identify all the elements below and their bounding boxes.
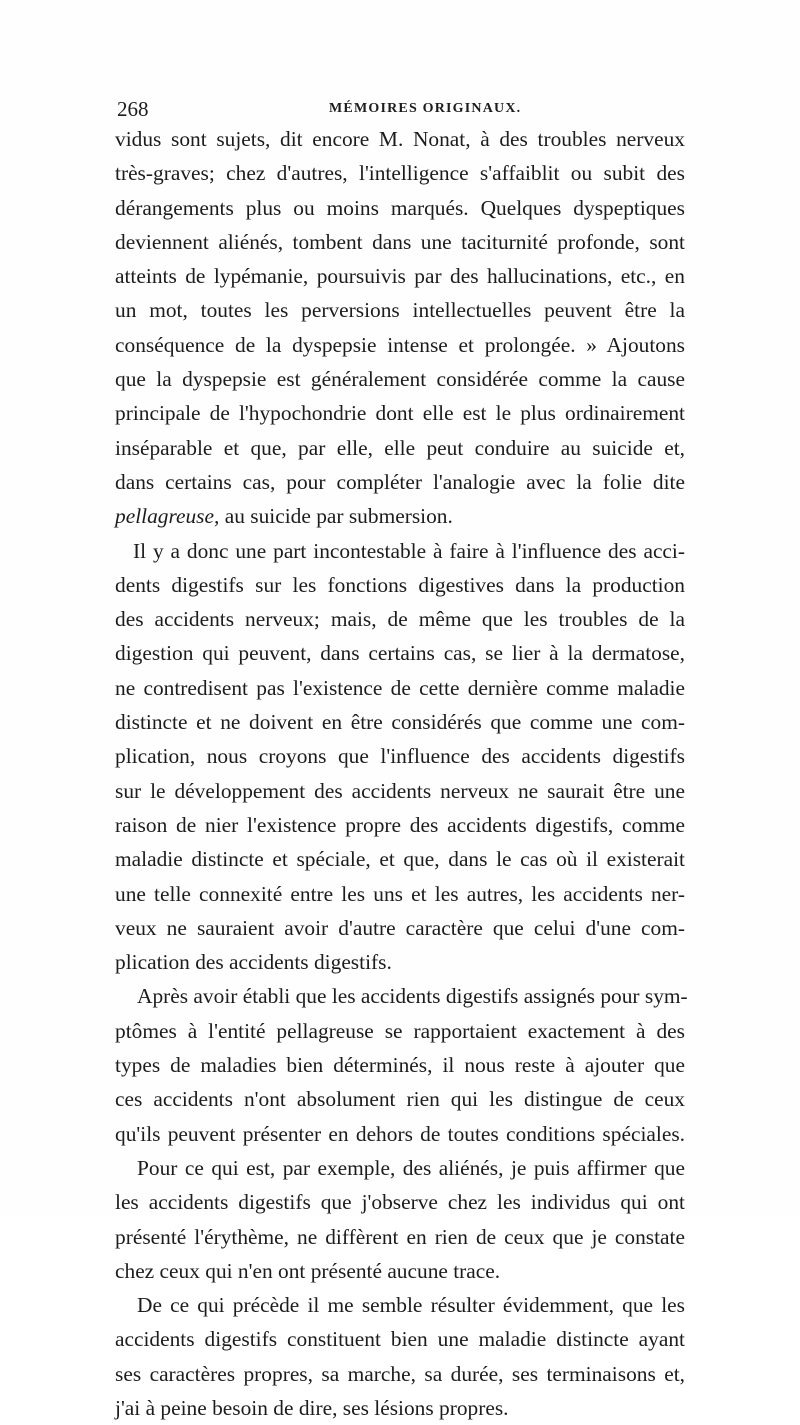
text-line: un mot, toutes les perversions intellectuelles peuvent être la <box>115 298 685 323</box>
text-line: accidents digestifs constituent bien une maladie distincte ayant <box>115 1327 685 1352</box>
text-line: très-graves; chez d'autres, l'intelligence s'affaiblit ou subit des <box>115 161 685 186</box>
text-line: présenté l'érythème, ne diffèrent en rien de ceux que je constate <box>115 1224 685 1249</box>
running-title: MÉMOIRES ORIGINAUX. <box>329 101 522 116</box>
paragraph-start-line: Après avoir établi que les accidents digestifs assignés pour sym- <box>137 984 688 1009</box>
text-line: ces accidents n'ont absolument rien qui les distingue de ceux <box>115 1087 685 1112</box>
paragraph-end-line <box>115 499 685 533</box>
text-line: ne contredisent pas l'existence de cette dernière comme maladie <box>115 675 685 700</box>
body-text <box>115 122 688 1425</box>
text-line: digestion qui peuvent, dans certains cas, se lier à la dermatose, <box>115 641 685 666</box>
paragraph-end-line: chez ceux qui n'en ont présenté aucune trace. <box>115 1258 501 1283</box>
text-line: distincte et ne doivent en être considérés que comme une com- <box>115 710 685 735</box>
paragraph-end-line: plication des accidents digestifs. <box>115 950 392 975</box>
paragraph-end-line: j'ai à peine besoin de dire, ses lésions propres. <box>115 1395 509 1420</box>
page-number: 268 <box>117 97 149 121</box>
text-line: raison de nier l'existence propre des accidents digestifs, comme <box>115 812 685 837</box>
text-line: les accidents digestifs que j'observe chez les individus qui ont <box>115 1190 685 1215</box>
text-line: plication, nous croyons que l'influence des accidents digestifs <box>115 744 685 769</box>
text-line: dérangements plus ou moins marqués. Quelques dyspeptiques <box>115 195 685 220</box>
paragraph-start-line: Pour ce qui est, par exemple, des aliénés, je puis affirmer que <box>137 1155 685 1180</box>
text-line: veux ne sauraient avoir d'autre caractère que celui d'une com- <box>115 915 685 940</box>
text-line: dans certains cas, pour compléter l'analogie avec la folie dite <box>115 469 685 494</box>
running-head <box>117 96 687 122</box>
text-line: principale de l'hypochondrie dont elle est le plus ordinairement <box>115 401 685 426</box>
text-line: conséquence de la dyspepsie intense et prolongée. » Ajoutons <box>115 332 685 357</box>
text-line: maladie distincte et spéciale, et que, dans le cas où il existerait <box>115 847 685 872</box>
paragraph-start-line: De ce qui précède il me semble résulter évidemment, que les <box>137 1293 685 1318</box>
text-line: que la dyspepsie est généralement considérée comme la cause <box>115 367 685 392</box>
paragraph-start-line: Il y a donc une part incontestable à faire à l'influence des acci- <box>133 538 685 563</box>
text-line: sur le développement des accidents nerveux ne saurait être une <box>115 778 685 803</box>
text-line: types de maladies bien déterminés, il nous reste à ajouter que <box>115 1053 685 1078</box>
text-line: inséparable et que, par elle, elle peut conduire au suicide et, <box>115 435 685 460</box>
text-line: ptômes à l'entité pellagreuse se rapportaient exactement à des <box>115 1018 685 1043</box>
text-line: atteints de lypémanie, poursuivis par des hallucinations, etc., en <box>115 264 685 289</box>
text-line: deviennent aliénés, tombent dans une taciturnité profonde, sont <box>115 229 685 254</box>
text-line: des accidents nerveux; mais, de même que les troubles de la <box>115 607 685 632</box>
text-line: ses caractères propres, sa marche, sa durée, ses terminaisons et, <box>115 1361 685 1386</box>
text-line: qu'ils peuvent présenter en dehors de toutes conditions spéciales. <box>115 1121 685 1146</box>
text-line: vidus sont sujets, dit encore M. Nonat, à des troubles nerveux <box>115 127 685 151</box>
text-line: dents digestifs sur les fonctions digestives dans la production <box>115 572 685 597</box>
text-line: une telle connexité entre les uns et les autres, les accidents ner- <box>115 881 685 906</box>
italic-term: pellagreuse, <box>115 504 220 529</box>
text-fragment: au suicide par submersion. <box>224 504 453 529</box>
